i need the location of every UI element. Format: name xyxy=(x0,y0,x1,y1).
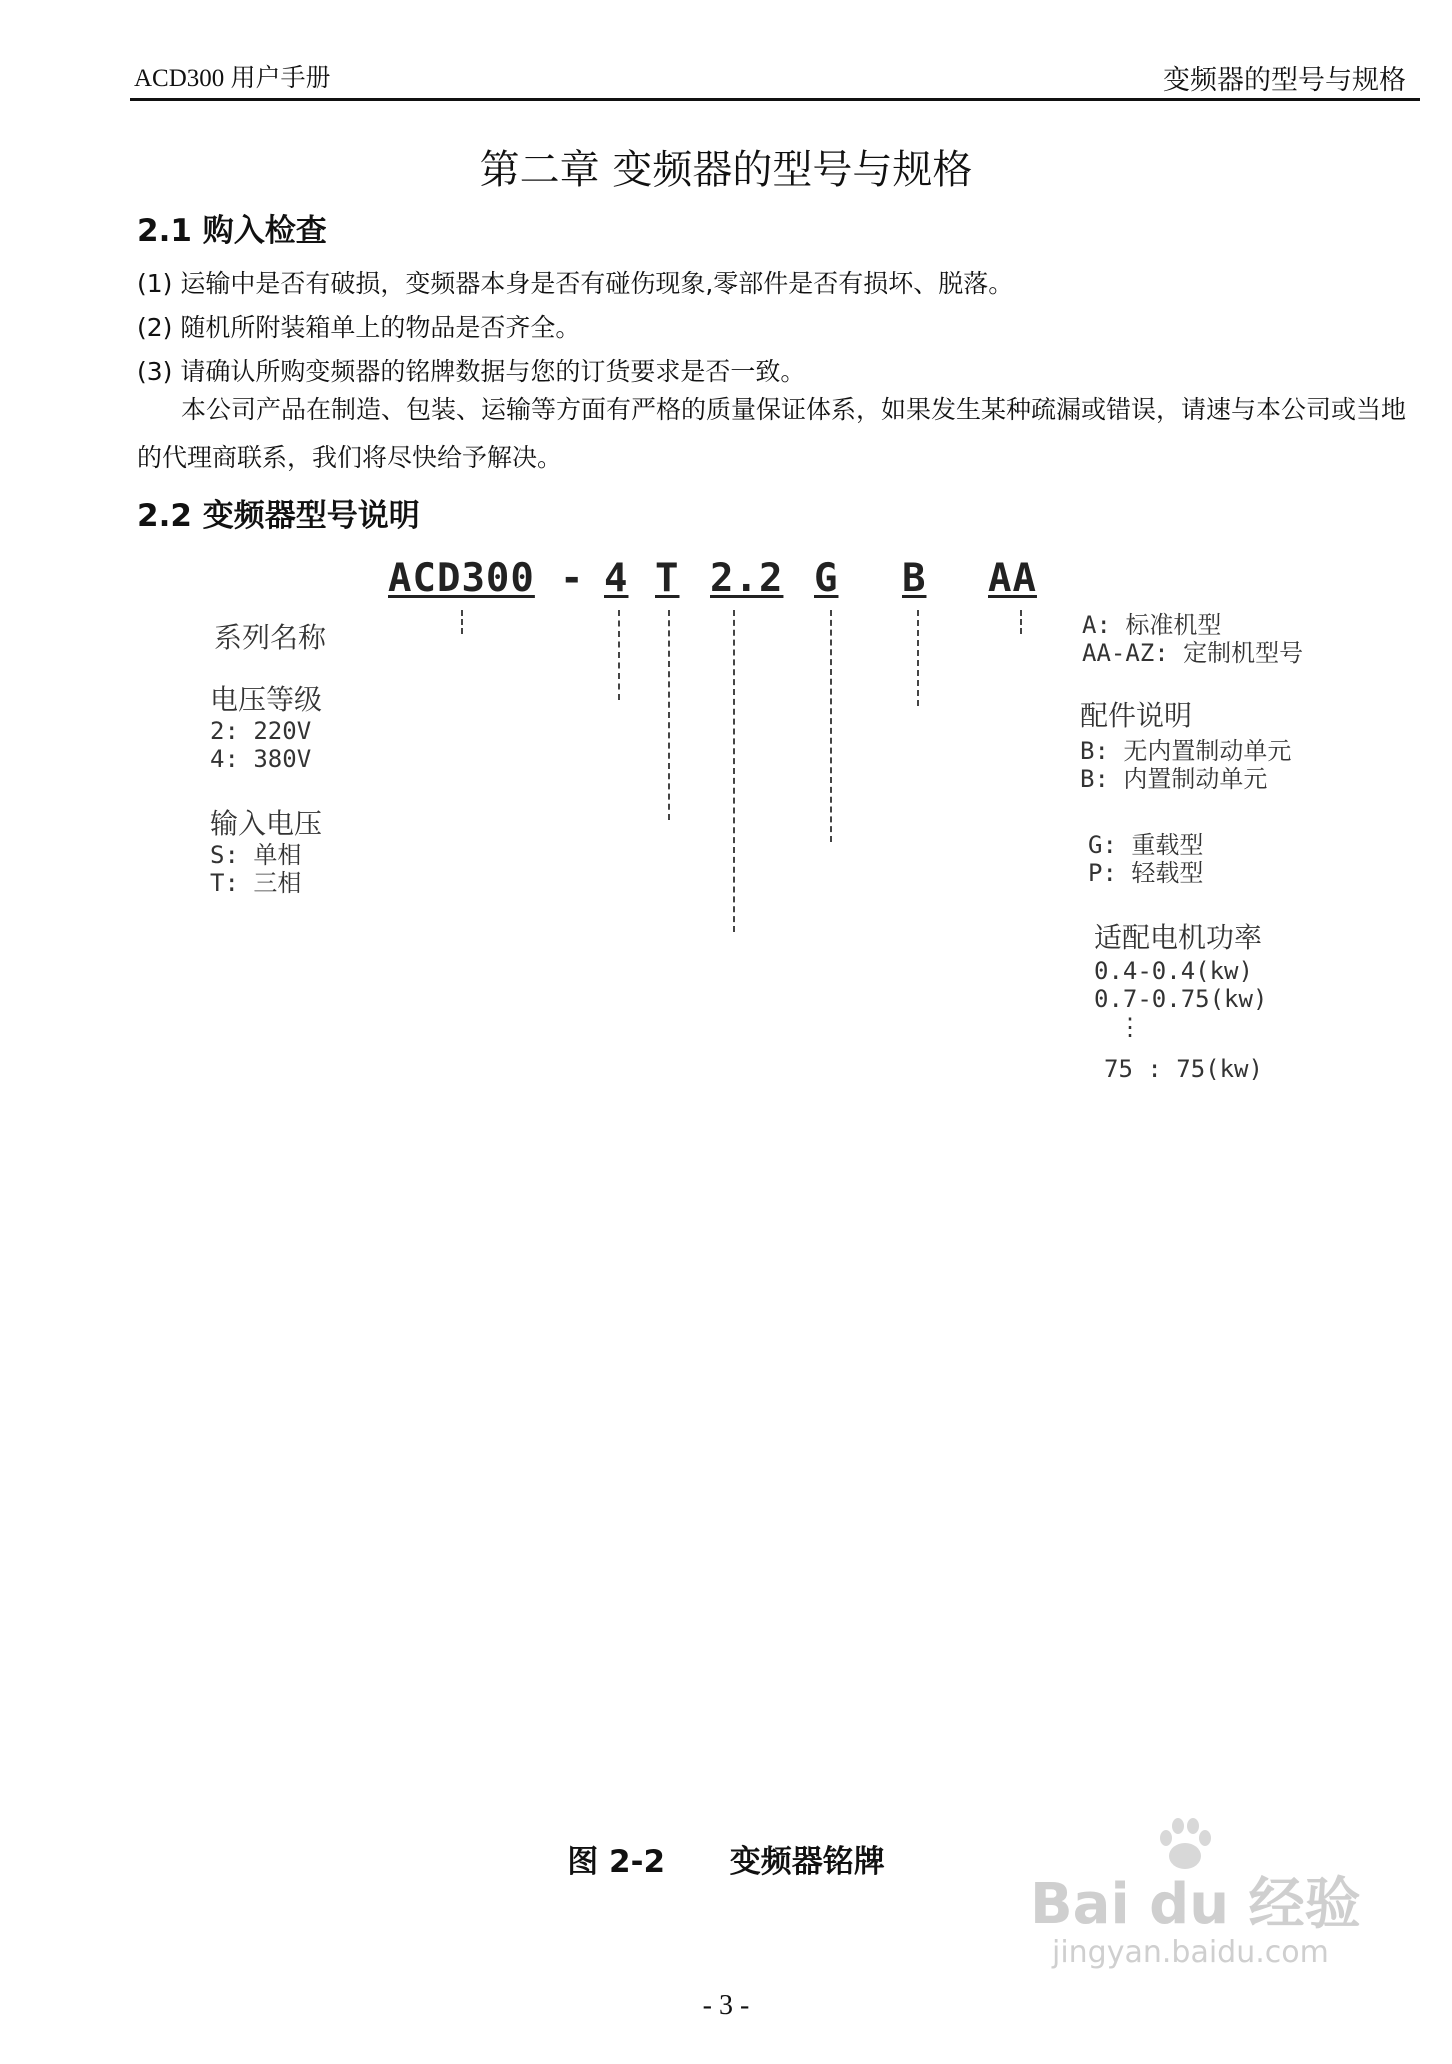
legend-type-option: P: 轻载型 xyxy=(1088,859,1204,887)
section-title-model-description: 2.2 变频器型号说明 xyxy=(137,498,420,534)
legend-config-option: B: 无内置制动单元 xyxy=(1080,737,1292,765)
legend-series-name: 系列名称 xyxy=(214,621,327,654)
check-item-1: (1) 运输中是否有破损，变频器本身是否有碰伤现象,零部件是否有损坏、脱落。 xyxy=(137,269,1014,298)
page-number: - 3 - xyxy=(702,1990,750,2021)
model-phase-code: T xyxy=(655,556,680,601)
model-variant-code: AA xyxy=(988,556,1037,601)
check-item-2: (2) 随机所附装箱单上的物品是否齐全。 xyxy=(137,313,581,342)
legend-type-option: G: 重载型 xyxy=(1088,831,1204,859)
model-series: ACD300 xyxy=(388,556,535,601)
legend-input-option: T: 三相 xyxy=(210,869,302,897)
legend-voltage-option: 4: 380V xyxy=(210,745,312,773)
header-doc-title: ACD300 用户手册 xyxy=(134,65,331,92)
legend-power-option: 0.7-0.75(kw) xyxy=(1094,985,1268,1013)
leader-voltage xyxy=(618,610,620,700)
model-brake-code: B xyxy=(902,556,927,601)
legend-power-option: 75 : 75(kw) xyxy=(1104,1055,1263,1083)
quality-paragraph: 本公司产品在制造、包装、运输等方面有严格的质量保证体系，如果发生某种疏漏或错误，请速与本公司或当地的代理商联系，我们将尽快给予解决。 xyxy=(137,395,1407,472)
legend-variant-option: A: 标准机型 xyxy=(1082,611,1222,639)
model-type-code: G xyxy=(814,556,839,601)
chapter-title: 第二章 变频器的型号与规格 xyxy=(479,147,973,193)
legend-voltage-option: 2: 220V xyxy=(210,717,312,745)
legend-input-option: S: 单相 xyxy=(210,841,302,869)
leader-type xyxy=(830,610,832,842)
model-voltage-code: 4 xyxy=(604,556,629,601)
legend-input-title: 输入电压 xyxy=(210,807,323,840)
leader-power xyxy=(733,610,735,932)
leader-variant xyxy=(1020,610,1022,634)
legend-voltage-title: 电压等级 xyxy=(210,683,323,716)
watermark-url: jingyan.baidu.com xyxy=(1052,1935,1329,1970)
section-title-purchase-check: 2.1 购入检查 xyxy=(137,213,327,249)
header-divider xyxy=(130,98,1420,101)
legend-config-option: B: 内置制动单元 xyxy=(1080,765,1268,793)
legend-power-option: 0.4-0.4(kw) xyxy=(1094,957,1253,985)
check-item-3: (3) 请确认所购变频器的铭牌数据与您的订货要求是否一致。 xyxy=(137,357,806,386)
baidu-jingyan-watermark: Bai du 经验 xyxy=(1030,1872,1361,1937)
figure-caption: 图 2-2 变频器铭牌 xyxy=(567,1844,885,1880)
legend-config-title: 配件说明 xyxy=(1080,699,1193,732)
legend-power-ellipsis: ⋮ xyxy=(1118,1013,1142,1041)
legend-variant-option: AA-AZ: 定制机型号 xyxy=(1082,639,1304,667)
leader-series xyxy=(461,610,463,634)
header-chapter-title: 变频器的型号与规格 xyxy=(1163,65,1406,96)
leader-phase xyxy=(668,610,670,820)
leader-brake xyxy=(917,610,919,706)
model-separator: - xyxy=(560,556,585,601)
model-power-code: 2.2 xyxy=(710,556,784,601)
legend-power-title: 适配电机功率 xyxy=(1094,921,1263,954)
